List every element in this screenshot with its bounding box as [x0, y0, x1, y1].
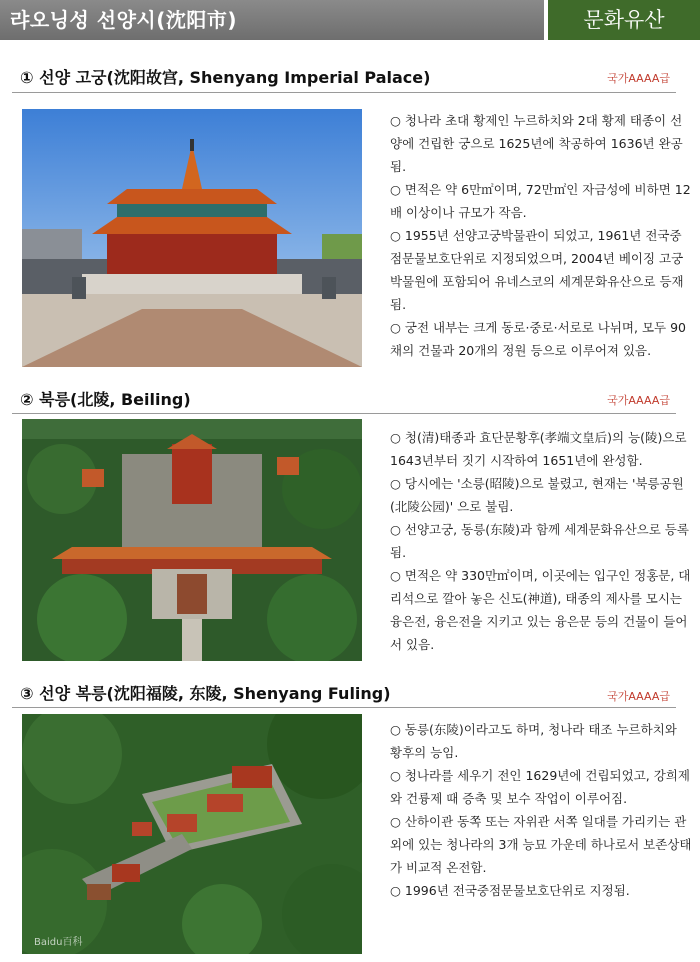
page-title: 랴오닝성 선양시(沈阳市): [0, 0, 544, 40]
list-item: ○ 산하이관 동쪽 또는 자위관 서쪽 일대를 가리키는 관외에 있는 청나라의 3개 능묘 가운데 하나로서 보존상태가 비교적 온전함.: [390, 814, 692, 875]
section-divider: [12, 92, 676, 93]
section-title-imperial-palace: ① 선양 고궁(沈阳故宫, Shenyang Imperial Palace): [20, 68, 431, 87]
section-title-fuling: ③ 선양 복릉(沈阳福陵, 东陵, Shenyang Fuling): [20, 684, 391, 703]
beiling-photo: [22, 419, 362, 661]
palace-bullet-list: [374, 109, 692, 362]
section-divider: [12, 707, 676, 708]
category-badge: 문화유산: [548, 0, 700, 40]
grade-badge-fuling: 국가AAAA급: [607, 690, 670, 703]
palace-photo: [22, 109, 362, 367]
list-item: ○ 1996년 전국중점문물보호단위로 지정됨.: [390, 883, 630, 898]
grade-badge-beiling: 국가AAAA급: [607, 394, 670, 407]
list-item: ○ 면적은 약 6만㎡이며, 72만㎡인 자금성에 비하면 12배 이상이나 규모가 작음.: [390, 182, 691, 220]
list-item: ○ 청(清)태종과 효단문황후(孝端文皇后)의 능(陵)으로 1643년부터 짓기 시작하여 1651년에 완성함.: [390, 430, 687, 468]
list-item: ○ 당시에는 '소릉(昭陵)으로 불렸고, 현재는 '북릉공원(北陵公园)' 으로 불림.: [390, 476, 684, 514]
beiling-bullet-list: [374, 426, 692, 656]
fuling-bullet-list: [374, 718, 692, 902]
list-item: ○ 1955년 선양고궁박물관이 되었고, 1961년 전국중점문물보호단위로 지정되었으며, 2004년 베이징 고궁박물원에 포함되어 유네스코의 세계문화유산으로 등재됨.: [390, 228, 684, 312]
list-item: ○ 궁전 내부는 크게 동로·중로·서로로 나뉘며, 모두 90채의 건물과 20개의 정원 등으로 이루어져 있음.: [390, 320, 686, 358]
photo-watermark: Baidu百科: [34, 937, 83, 948]
section-divider: [12, 413, 676, 414]
list-item: ○ 선양고궁, 동릉(东陵)과 함께 세계문화유산으로 등록됨.: [390, 522, 689, 560]
list-item: ○ 면적은 약 330만㎡이며, 이곳에는 입구인 정홍문, 대리석으로 깔아 놓은 신도(神道), 태종의 제사를 모시는 융은전, 융은전을 지키고 있는 융은문 등의 건물이 들어서 있음.: [390, 568, 691, 652]
fuling-photo: [22, 714, 362, 954]
list-item: ○ 청나라를 세우기 전인 1629년에 건립되었고, 강희제와 건륭제 때 증축 및 보수 작업이 이루어짐.: [390, 768, 690, 806]
section-title-beiling: ② 북릉(北陵, Beiling): [20, 390, 191, 409]
forest-tomb-photo-icon: [22, 714, 362, 954]
list-item: ○ 동릉(东陵)이라고도 하며, 청나라 태조 누르하치와 황후의 능임.: [390, 722, 677, 760]
grade-badge-imperial-palace: 국가AAAA급: [607, 72, 670, 85]
tomb-aerial-photo-icon: [22, 419, 362, 661]
palace-photo-icon: [22, 109, 362, 367]
page-header: [0, 0, 700, 40]
list-item: ○ 청나라 초대 황제인 누르하치와 2대 황제 태종이 선양에 건립한 궁으로 1625년에 착공하여 1636년 완공됨.: [390, 113, 683, 174]
